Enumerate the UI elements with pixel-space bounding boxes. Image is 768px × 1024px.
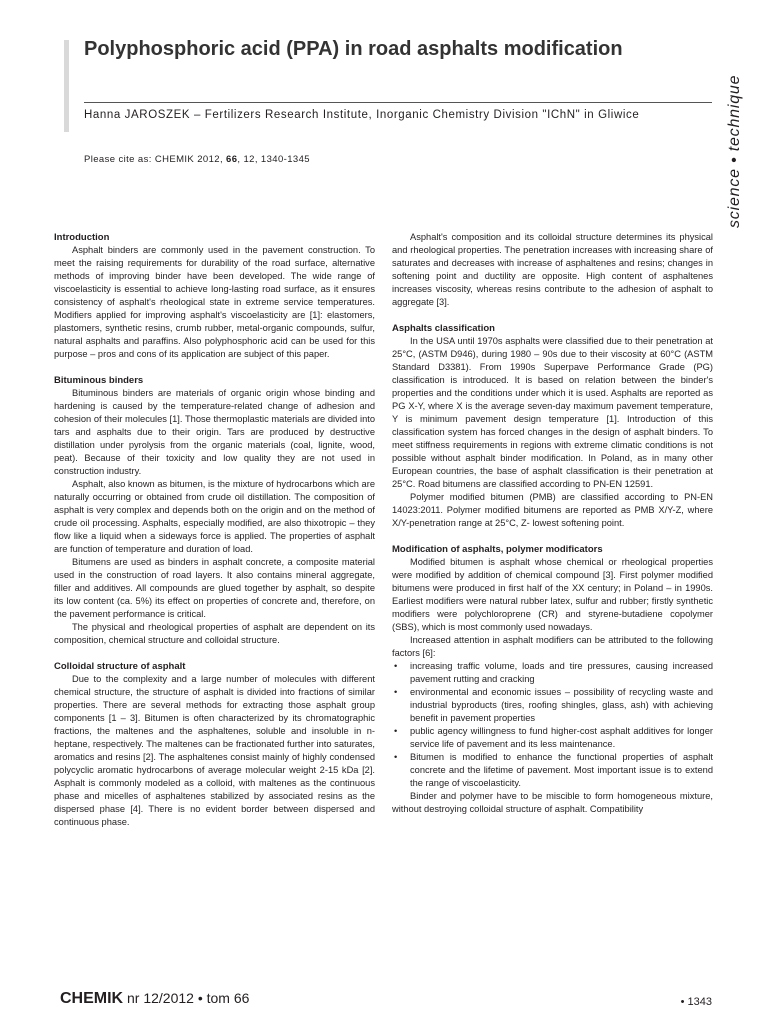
list-item-text: increasing traffic volume, loads and tire pressures, causing increased pavement rutting and cracking	[410, 661, 713, 684]
title-divider	[84, 102, 712, 103]
heading-modification: Modification of asphalts, polymer modificators	[392, 544, 603, 555]
heading-colloidal-structure: Colloidal structure of asphalt	[54, 661, 186, 672]
section-side-label: science • technique	[726, 74, 743, 228]
article-title: Polyphosphoric acid (PPA) in road asphalts modification	[84, 38, 623, 60]
journal-footer	[60, 990, 249, 1008]
paragraph-binders-2: Asphalt, also known as bitumen, is the mixture of hydrocarbons which are naturally occurring or obtained from crude oil distillation. The composition of asphalt is very complex and depends both on the origin and on the method of crude oil processing. Asphalts, especially modified, are also thixotropic – they flow like a liquid when a sideways force is applied. The properties of asphalt are function of temperature and duration of load.	[54, 479, 375, 554]
paragraph-classification-2: Polymer modified bitumen (PMB) are classified according to PN-EN 14023:2011. Polymer modified bitumens are reported as PMB X/Y-Z, where X/Y-penetration range at 25°C, Z- lowest softening point.	[392, 492, 713, 528]
list-item	[392, 751, 713, 790]
paragraph-modification-2: Increased attention in asphalt modifiers can be attributed to the following factors [6]:	[392, 635, 713, 658]
bullet-marker: •	[394, 726, 398, 736]
left-column	[54, 231, 375, 829]
bullet-marker: •	[394, 687, 398, 697]
paragraph-binders-1: Bituminous binders are materials of organic origin whose binding and hardening is caused by the temperature-related change of adhesion and cohesion of their molecules [1]. Those thermoplastic materials are divided into tars and asphalts due to their origin. Tars are produced by destructive distillation under pyrolysis from the organic materials (coal, lignite, wood, peat). Because of their toxicity and low quality they are not used in construction industry.	[54, 388, 375, 476]
paragraph-binders-4: The physical and rheological properties of asphalt are dependent on its composition, chemical structure and colloidal structure.	[54, 622, 375, 645]
heading-introduction: Introduction	[54, 232, 110, 243]
paragraph-modification-1: Modified bitumen is asphalt whose chemical or rheological properties were modified by addition of chemical compound [3]. First polymer modified bitumens were produced in first half of the XX century; in Poland – in 1990s. Earliest modifiers were natural rubber latex, sulfur and rubber; firstly synthetic modifiers were polychloroprene (CR) and styrene-butadiene copolymer (SBS), which is most commonly used nowadays.	[392, 557, 713, 632]
title-accent-bar	[64, 40, 69, 132]
right-column	[392, 231, 713, 816]
heading-asphalts-classification: Asphalts classification	[392, 323, 495, 334]
paragraph-modification-3: Binder and polymer have to be miscible to form homogeneous mixture, without destroying colloidal structure of asphalt. Compatibility	[392, 791, 713, 814]
author-affiliation: Hanna JAROSZEK – Fertilizers Research Institute, Inorganic Chemistry Division "IChN" in Gliwice	[84, 109, 640, 121]
list-item-text: environmental and economic issues – possibility of recycling waste and industrial byproducts (tires, roofing shingles, glass, ash) with achieving benefit in pavement properties	[410, 687, 713, 723]
journal-issue: nr 12/2012 • tom 66	[123, 990, 250, 1006]
factors-list	[392, 660, 713, 790]
page-number: • 1343	[680, 996, 712, 1008]
list-item	[392, 686, 713, 725]
heading-bituminous-binders: Bituminous binders	[54, 375, 144, 386]
paragraph-introduction: Asphalt binders are commonly used in the pavement construction. To meet the raising requirements for durability of the road surface, alternative methods of improving binder have been developed. The wide range of viscoelasticity is essential to achieve long-lasting road surface, as it ensures consistency of asphalt's rheological state in extreme service temperatures. Modifiers applied for improving asphalt's viscoelasticity are [1]: elastomers, plastomers, synthetic resins, crumb rubber, metal-organic compounds, sulfur, natural asphalts and paraffins. Also polyphosphoric acid can be used for this purpose – pros and cons of its application are subject of this paper.	[54, 245, 375, 359]
citation-volume: 66	[226, 154, 238, 165]
list-item	[392, 660, 713, 686]
list-item-text: Bitumen is modified to enhance the functional properties of asphalt concrete and the lifetime of pavement. Most important issue is to extend the range of viscoelasticity.	[410, 752, 713, 788]
citation-line	[84, 154, 310, 165]
list-item-text: public agency willingness to fund higher-cost asphalt additives for longer service life of pavement and its less maintenance.	[410, 726, 713, 749]
bullet-marker: •	[394, 752, 398, 762]
paragraph-classification-1: In the USA until 1970s asphalts were classified due to their penetration at 25°C, (ASTM D946), during 1980 – 90s due to their viscosity at 60°C (ASTM Standard D3381). From 1990s Superpave Performance Grade (PG) classification is introduced. It is based on relation between the binder's properties and the conditions under which it is used. Asphalts are reported as PG X-Y, where X is the average seven-day maximum pavement temperature, Y is minimum pavement design temperature [1]. Introduction of this classification system has forced changes in the design of asphalt binders. To meet stiffness requirements in regions with extreme climatic conditions is not possible without asphalt binder modification. In Poland, as in many other European countries, the base of asphalt classification is their penetration at 25°C. Road bitumens are classified according to PN-EN 12591.	[392, 336, 713, 489]
bullet-marker: •	[394, 661, 398, 671]
citation-suffix: , 12, 1340-1345	[237, 154, 310, 165]
paragraph-colloidal: Due to the complexity and a large number of molecules with different chemical structure, the structure of asphalt is divided into fractions of similar properties. There are several methods for extracting those asphalt group components [1 – 3]. Bitumen is often characterized by its chromatographic fractions, the maltenes and the asphaltenes, soluble and insoluble in n-heptane, respectively. The maltenes can be fractionated further into saturates, aromatics and resins [2]. The asphaltenes consist mainly of highly condensed polycyclic aromatic hydrocarbons of average molecular weight 2-15 kDa [2]. Asphalt is commonly modeled as a colloid, with maltenes as the continuous phase and micelles of asphaltenes stabilized by associated resins as the dispersed phase [4]. There is no evident border between dispersed and continuous phase.	[54, 674, 375, 827]
citation-prefix: Please cite as: CHEMIK 2012,	[84, 154, 227, 165]
list-item	[392, 725, 713, 751]
paragraph-composition: Asphalt's composition and its colloidal structure determines its physical and rheological properties. The penetration increases with increasing share of saturates and decreases with increase of asphaltenes and resins; changes in softening point and ductility are opposite. High content of asphaltenes increases viscosity, whereas resins contribute to the adhesion of asphalt to aggregate [3].	[392, 232, 713, 307]
journal-brand: CHEMIK	[60, 990, 124, 1007]
paragraph-binders-3: Bitumens are used as binders in asphalt concrete, a composite material used in the construction of road layers. It also contains mineral aggregate, filler and additives. All compounds are glued together by asphalt, so despite its low content (ca. 5%) its effect on properties of concrete and, therefore, on the pavement performance is critical.	[54, 557, 375, 619]
